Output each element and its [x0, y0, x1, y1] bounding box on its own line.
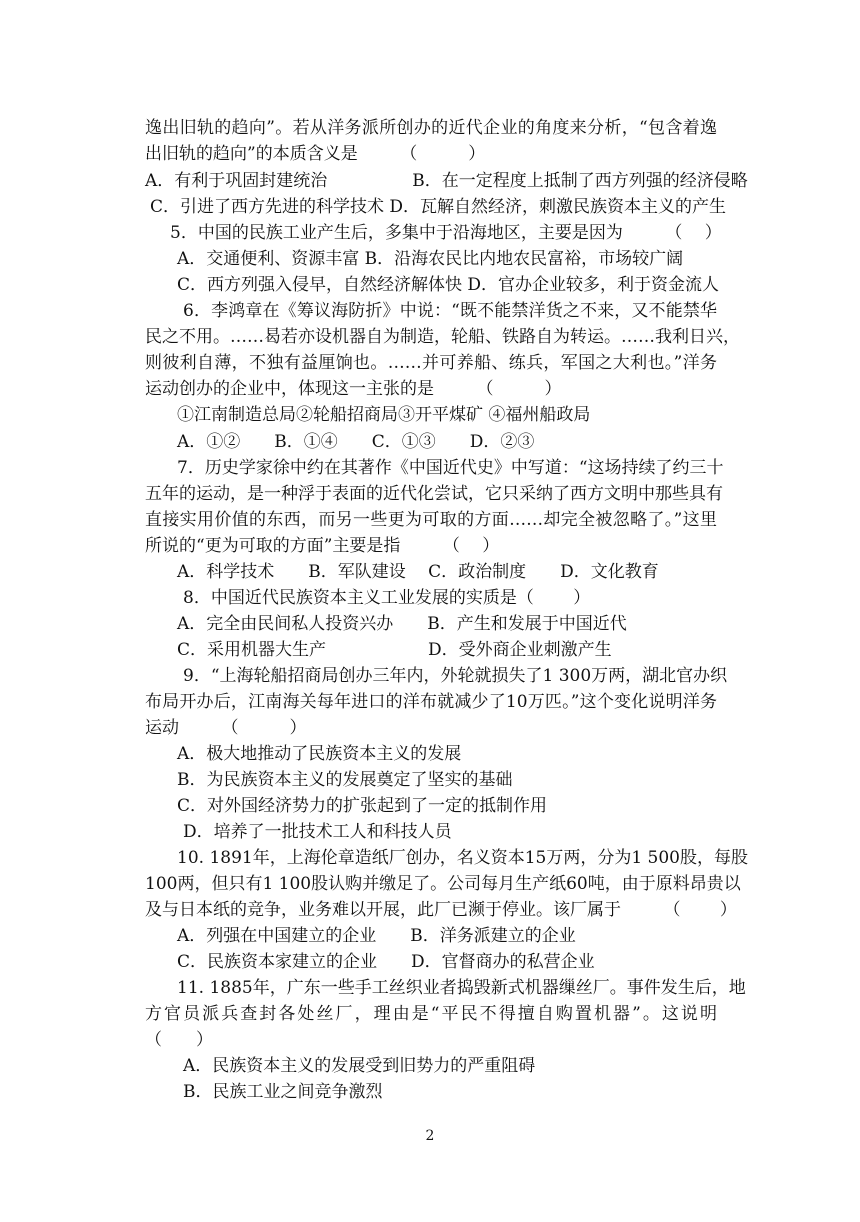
- question-line: 8．中国近代民族资本主义工业发展的实质是（ ）: [183, 588, 591, 608]
- text-line: 100两，但只有1 100股认购并缴足了。公司每月生产纸60吨，由于原料昂贵以: [145, 874, 741, 894]
- page-number: 2: [425, 1128, 435, 1144]
- option-line: A．民族资本主义的发展受到旧势力的严重阻碍: [183, 1056, 536, 1076]
- option-line: C．民族资本家建立的企业 D．官督商办的私营企业: [177, 952, 595, 972]
- text-line: 逸出旧轨的趋向”。若从洋务派所创办的近代企业的角度来分析，“包含着逸: [145, 118, 717, 138]
- text-line: 运动创办的企业中，体现这一主张的是 （ ）: [145, 379, 562, 399]
- text-line: 出旧轨的趋向”的本质含义是 （ ）: [145, 144, 486, 164]
- text-line: （ ）: [145, 1030, 213, 1050]
- option-line: B．为民族资本主义的发展奠定了坚实的基础: [177, 770, 513, 790]
- option-line: C．西方列强入侵早，自然经济解体快 D．官办企业较多，利于资金流人: [177, 275, 720, 295]
- option-line: A．科学技术 B．军队建设 C．政治制度 D．文化教育: [177, 562, 659, 582]
- text-line: 布局开办后，江南海关每年进口的洋布就减少了10万匹。”这个变化说明洋务: [145, 692, 717, 712]
- option-line: B．民族工业之间竞争激烈: [183, 1082, 383, 1102]
- question-line: 10. 1891年，上海伦章造纸厂创办，名义资本15万两，分为1 500股，每股: [177, 848, 749, 868]
- option-line: C．采用机器大生产 D．受外商企业刺激产生: [177, 640, 612, 660]
- question-line: 5．中国的民族工业产生后，多集中于沿海地区，主要是因为 （ ）: [170, 223, 722, 243]
- option-line: A．①② B．①④ C．①③ D．②③: [177, 432, 535, 452]
- option-line: C．对外国经济势力的扩张起到了一定的抵制作用: [177, 796, 548, 816]
- option-line: A．交通便利、资源丰富 B．沿海农民比内地农民富裕，市场较广阔: [177, 249, 684, 269]
- option-line: A．极大地推动了民族资本主义的发展: [177, 744, 462, 764]
- question-line: 6．李鸿章在《筹议海防折》中说：“既不能禁洋货之不来，又不能禁华: [183, 301, 717, 321]
- option-line: A．完全由民间私人投资兴办 B．产生和发展于中国近代: [177, 614, 627, 634]
- text-line: 民之不用。……曷若亦设机器自为制造，轮船、铁路自为转运。……我利日兴，: [145, 327, 740, 347]
- question-line: 11. 1885年，广东一些手工丝织业者捣毁新式机器缫丝厂。事件发生后，地: [177, 978, 746, 998]
- question-line: 7．历史学家徐中约在其著作《中国近代史》中写道：“这场持续了约三十: [177, 458, 724, 478]
- option-line: A．列强在中国建立的企业 B．洋务派建立的企业: [177, 926, 576, 946]
- text-line: 直接实用价值的东西，而另一些更为可取的方面……却完全被忽略了。”这里: [145, 510, 717, 530]
- text-line: 五年的运动，是一种浮于表面的近代化尝试，它只采纳了西方文明中那些具有: [145, 484, 723, 504]
- option-line: D．培养了一批技术工人和科技人员: [183, 822, 452, 842]
- option-line: A．有利于巩固封建统治 B．在一定程度上抵制了西方列强的经济侵略: [145, 171, 748, 191]
- text-line: ①江南制造总局②轮船招商局③开平煤矿 ④福州船政局: [177, 405, 591, 425]
- option-line: C．引进了西方先进的科学技术 D．瓦解自然经济，刺激民族资本主义的产生: [150, 197, 727, 217]
- text-line: 及与日本纸的竞争，业务难以开展，此厂已濒于停业。该厂属于 （ ）: [145, 900, 737, 920]
- question-line: 9．“上海轮船招商局创办三年内，外轮就损失了1 300万两，湖北官办织: [183, 666, 728, 686]
- text-line: 方官员派兵查封各处丝厂，理由是“平民不得擅自购置机器”。这说明: [145, 1004, 717, 1024]
- text-line: 运动 （ ）: [145, 718, 307, 738]
- text-line: 则彼利自薄，不独有益厘饷也。……并可养船、练兵，军国之大利也。”洋务: [145, 353, 717, 373]
- text-line: 所说的“更为可取的方面”主要是指 （ ）: [145, 536, 500, 556]
